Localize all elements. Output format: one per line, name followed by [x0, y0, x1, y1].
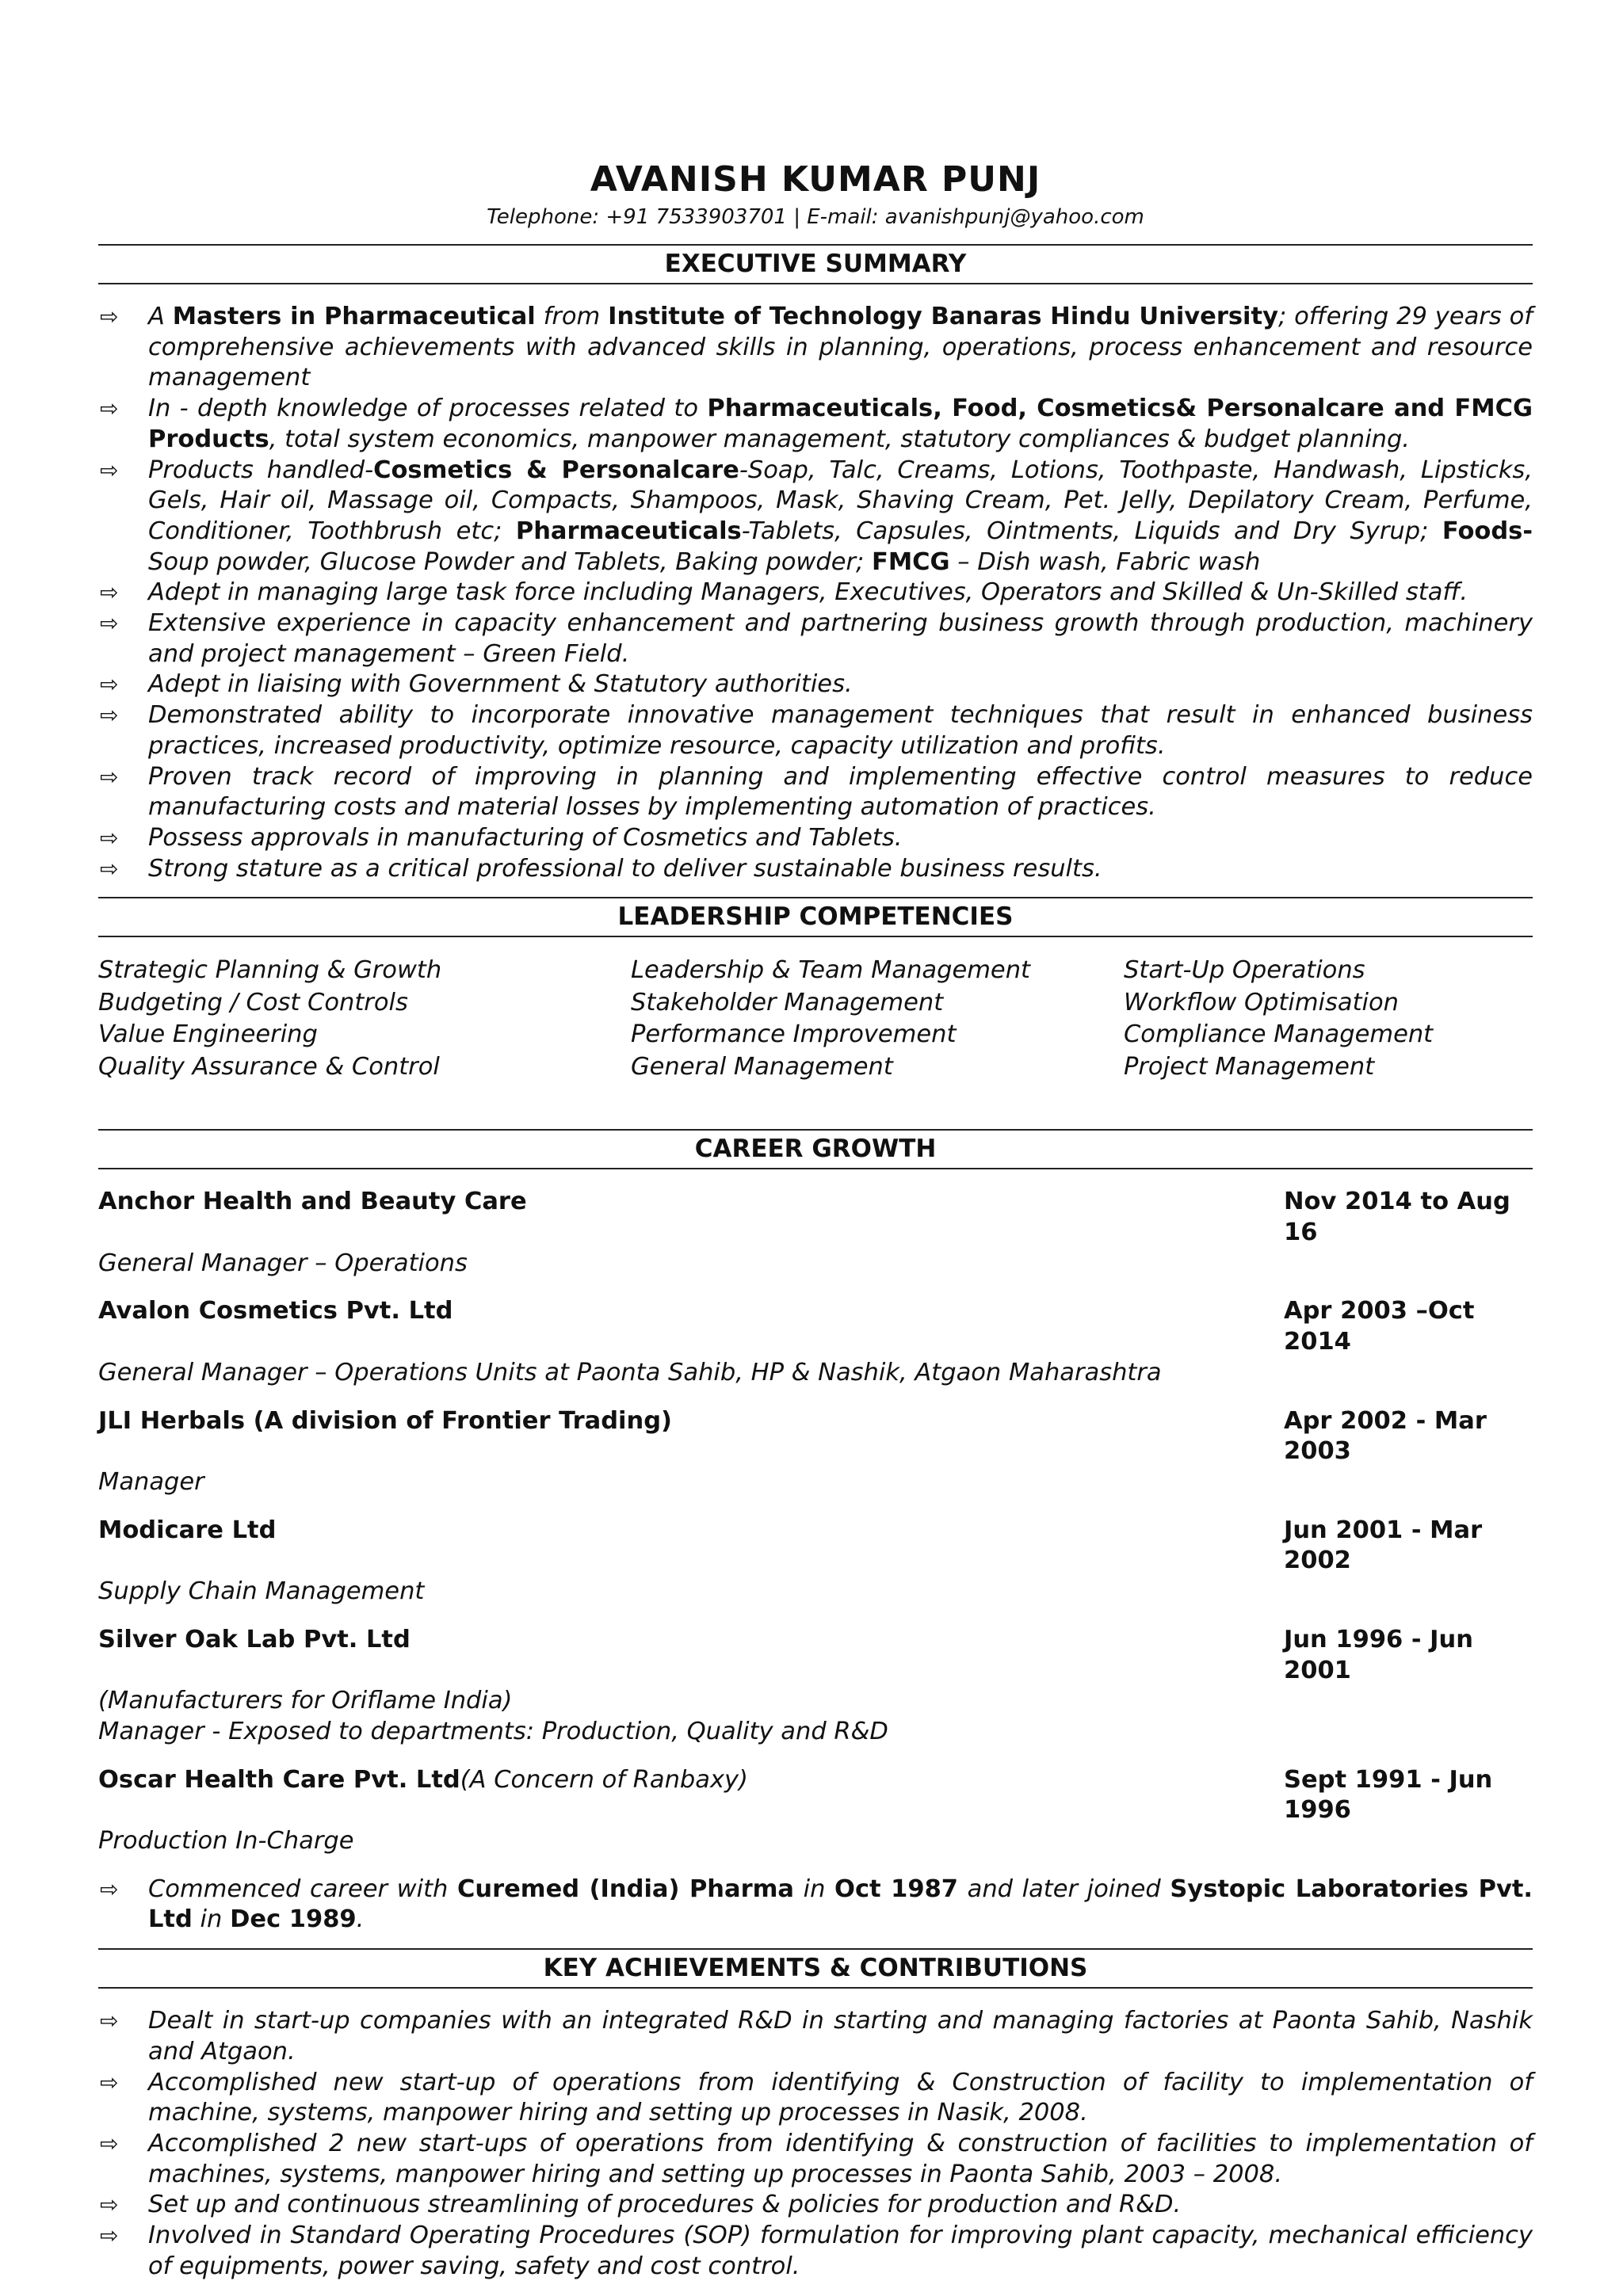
list-item [98, 2221, 1533, 2282]
job-role: Production In-Charge [98, 1827, 354, 1855]
job-role-detail: Manager - Exposed to departments: Production, Quality and R&D [98, 1717, 888, 1745]
list-item [98, 823, 1533, 854]
text: A [148, 303, 173, 330]
bold-text: Pharmaceuticals [515, 517, 742, 545]
competency-column-3 [1124, 955, 1533, 1083]
company-name: Silver Oak Lab Pvt. Ltd [98, 1625, 411, 1653]
text: Involved in Standard Operating Procedures (SOP) formulation for improving plant capacity, mechanical efficiency of equipments, power saving, safety and cost control. [148, 2222, 1533, 2280]
competency-item: Project Management [1124, 1052, 1375, 1081]
company-name: Avalon Cosmetics Pvt. Ltd [98, 1297, 453, 1325]
text: – Dish wash, Fabric wash [949, 547, 1261, 576]
email-label: E-mail: [807, 205, 879, 229]
telephone-label: Telephone: [487, 205, 600, 229]
competency-item: General Management [631, 1052, 893, 1081]
text: Proven track record of improving in planning and implementing effective control measures to reduce manufacturing costs and material losses by implementing automation of practices. [148, 762, 1533, 822]
text: Strong stature as a critical professional to deliver sustainable business results. [148, 854, 1102, 883]
competency-item: Compliance Management [1124, 1020, 1434, 1049]
job-dates: Sept 1991 - Jun 1996 [1284, 1765, 1493, 1825]
competency-item: Quality Assurance & Control [98, 1052, 440, 1081]
list-item [98, 608, 1533, 669]
text: Adept in managing large task force including Managers, Executives, Operators and Skilled & Un-Skilled staff. [148, 578, 1468, 607]
bold-text: Dec 1989 [230, 1905, 357, 1934]
job-dates: Apr 2003 –Oct 2014 [1284, 1297, 1475, 1356]
list-item [98, 2006, 1533, 2067]
job-dates: Jun 1996 - Jun 2001 [1284, 1625, 1473, 1684]
job-entry [98, 1516, 1533, 1608]
job-dates: Apr 2002 - Mar 2003 [1284, 1406, 1487, 1466]
job-role: (Manufacturers for Oriflame India) [98, 1687, 513, 1715]
contact-separator: | [793, 205, 800, 229]
job-entry [98, 1296, 1533, 1388]
executive-summary-list [98, 302, 1533, 884]
arrow-bullet-icon: ⇨ [100, 2191, 119, 2218]
list-item [98, 456, 1533, 578]
job-entry [98, 1406, 1533, 1498]
text: . [356, 1905, 365, 1934]
contact-line [98, 203, 1533, 231]
bold-text: Curemed (India) Pharma [456, 1875, 795, 1903]
list-item [98, 302, 1533, 394]
list-item [98, 669, 1533, 700]
arrow-bullet-icon: ⇨ [100, 303, 119, 330]
resume-page [98, 158, 1533, 2282]
job-entry [98, 1187, 1533, 1279]
job-entry [98, 1765, 1533, 1857]
competency-column-2 [631, 955, 1124, 1083]
competency-item: Workflow Optimisation [1124, 988, 1400, 1016]
text: , total system economics, manpower management, statutory compliances & budget planning. [269, 425, 1410, 453]
list-item [98, 2068, 1533, 2129]
list-item [98, 700, 1533, 761]
bold-text: Masters in Pharmaceutical [172, 303, 536, 330]
job-dates: Nov 2014 to Aug 16 [1284, 1188, 1510, 1247]
bold-text: Systopic Laboratories Pvt. Ltd [148, 1875, 1533, 1934]
job-role: General Manager – Operations Units at Paonta Sahib, HP & Nashik, Atgaon Maharashtra [98, 1358, 1162, 1386]
section-executive-summary: EXECUTIVE SUMMARY [98, 244, 1533, 284]
list-item [98, 2129, 1533, 2190]
list-item [98, 762, 1533, 823]
text: in [794, 1875, 835, 1903]
arrow-bullet-icon: ⇨ [100, 671, 119, 698]
text: from [535, 303, 609, 330]
text: in [192, 1905, 231, 1934]
company-name: Anchor Health and Beauty Care [98, 1188, 527, 1216]
competencies-grid [98, 955, 1533, 1083]
competency-item: Stakeholder Management [631, 988, 944, 1016]
text: Possess approvals in manufacturing of Cosmetics and Tablets. [148, 823, 903, 852]
career-note-list [98, 1875, 1533, 1936]
text: Extensive experience in capacity enhancement and partnering business growth through production, machinery and project management – Green Field. [148, 609, 1533, 668]
arrow-bullet-icon: ⇨ [100, 702, 119, 729]
text: Soup powder, Glucose Powder and Tablets, Baking powder; [148, 547, 872, 576]
competency-item: Leadership & Team Management [631, 956, 1030, 985]
text: Dealt in start-up companies with an integrated R&D in starting and managing factories at Paonta Sahib, Nashik and Atgaon. [148, 2007, 1533, 2065]
arrow-bullet-icon: ⇨ [100, 763, 119, 790]
arrow-bullet-icon: ⇨ [100, 579, 119, 606]
section-leadership-competencies: LEADERSHIP COMPETENCIES [98, 897, 1533, 937]
competency-column-1 [98, 955, 631, 1083]
text: Set up and continuous streamlining of procedures & policies for production and R&D. [148, 2191, 1182, 2219]
text: In - depth knowledge of processes related to [148, 395, 708, 423]
section-key-achievements: KEY ACHIEVEMENTS & CONTRIBUTIONS [98, 1948, 1533, 1989]
arrow-bullet-icon: ⇨ [100, 855, 119, 882]
email-address[interactable]: avanishpunj@yahoo.com [884, 205, 1144, 229]
job-entry [98, 1625, 1533, 1748]
competency-item: Start-Up Operations [1124, 956, 1365, 985]
list-item [98, 854, 1533, 885]
company-note: (A Concern of Ranbaxy) [460, 1765, 748, 1794]
company-name: JLI Herbals (A division of Frontier Trading) [98, 1406, 672, 1435]
arrow-bullet-icon: ⇨ [100, 824, 119, 851]
competency-item: Budgeting / Cost Controls [98, 988, 408, 1016]
section-career-growth: CAREER GROWTH [98, 1129, 1533, 1169]
text: Adept in liaising with Government & Statutory authorities. [148, 670, 853, 699]
arrow-bullet-icon: ⇨ [100, 2130, 119, 2157]
text: -Soap, Talc, Creams, Lotions, Toothpaste, Handwash, Lipsticks, Gels, Hair oil, Massage oil, Compacts, Shampoos, Mask, Shaving Cream, Pet. Jelly, Depilatory Cream, Perfume, Conditioner, Toothbrush etc; [148, 456, 1533, 545]
candidate-name: AVANISH KUMAR PUNJ [590, 159, 1041, 200]
bold-text: FMCG [871, 547, 950, 576]
list-item [98, 578, 1533, 608]
text: Demonstrated ability to incorporate innovative management techniques that result in enhanced business practices, increased productivity, optimize resource, capacity utilization and profits. [148, 701, 1533, 760]
competency-item: Strategic Planning & Growth [98, 956, 442, 985]
bold-text: Cosmetics & Personalcare [373, 456, 739, 484]
arrow-bullet-icon: ⇨ [100, 2069, 119, 2096]
telephone-number: +91 7533903701 [605, 205, 787, 229]
text: and later joined [958, 1875, 1170, 1903]
text: Products handled- [148, 456, 374, 484]
bold-text: Oct 1987 [834, 1875, 959, 1903]
achievements-list [98, 2006, 1533, 2282]
arrow-bullet-icon: ⇨ [100, 2008, 119, 2035]
job-role: General Manager – Operations [98, 1249, 468, 1277]
company-name: Modicare Ltd [98, 1516, 277, 1544]
list-item [98, 394, 1533, 455]
arrow-bullet-icon: ⇨ [100, 1875, 119, 1902]
arrow-bullet-icon: ⇨ [100, 610, 119, 637]
text: ; offering 29 years of comprehensive achievements with advanced skills in planning, operations, process enhancement and resource management [148, 303, 1533, 392]
bold-text: Institute of Technology Banaras Hindu University [608, 303, 1278, 330]
list-item [98, 1875, 1533, 1936]
text: Accomplished new start-up of operations from identifying & Construction of facility to implementation of machine, systems, manpower hiring and setting up processes in Nasik, 2008. [148, 2068, 1533, 2127]
bold-text: Foods- [1442, 517, 1533, 545]
list-item [98, 2190, 1533, 2221]
text: Commenced career with [148, 1875, 457, 1903]
company-name [98, 1765, 748, 1826]
competency-item: Performance Improvement [631, 1020, 957, 1049]
job-dates: Jun 2001 - Mar 2002 [1284, 1516, 1483, 1575]
job-role: Supply Chain Management [98, 1577, 425, 1606]
text: -Tablets, Capsules, Ointments, Liquids and Dry Syrup; [741, 517, 1442, 545]
arrow-bullet-icon: ⇨ [100, 395, 119, 422]
text: Accomplished 2 new start-ups of operations from identifying & construction of facilities to implementation of machines, systems, manpower hiring and setting up processes in Paonta Sahib, 2003 – 2008. [148, 2129, 1533, 2188]
arrow-bullet-icon: ⇨ [100, 456, 119, 483]
job-role: Manager [98, 1467, 204, 1496]
competency-item: Value Engineering [98, 1020, 318, 1049]
company-name-text: Oscar Health Care Pvt. Ltd [98, 1765, 460, 1794]
bold-text: Pharmaceuticals, Food, Cosmetics& Personalcare and FMCG Products [148, 395, 1533, 453]
arrow-bullet-icon: ⇨ [100, 2222, 119, 2249]
